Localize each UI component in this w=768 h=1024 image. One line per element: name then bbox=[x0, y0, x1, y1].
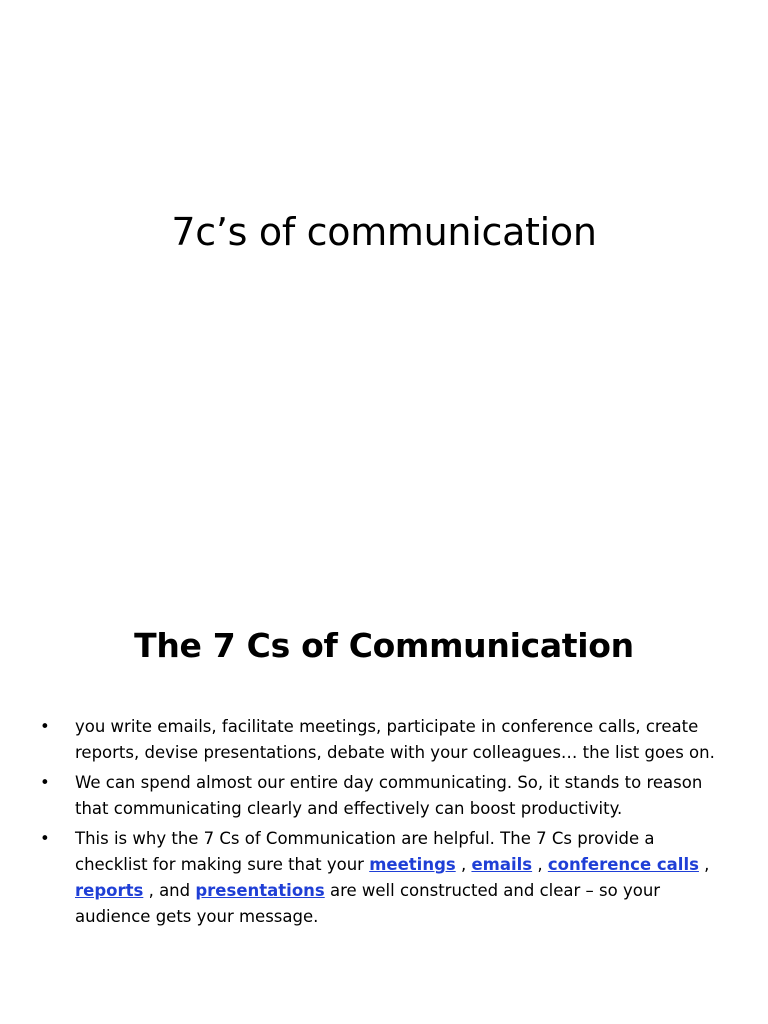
bullet-text: We can spend almost our entire day communicating. So, it stands to reason that communicating clearly and effectively can boost productivity. bbox=[75, 773, 703, 818]
bullet-text-part1: This is why the 7 Cs of Communication are helpful. The 7 Cs provide a checklist for making sure that your bbox=[75, 829, 655, 874]
bullet-text-part2: are well constructed and clear – so your audience gets your message. bbox=[75, 881, 661, 926]
slide-1-title: 7c’s of communication bbox=[171, 210, 597, 254]
slide-2-title: The 7 Cs of Communication bbox=[134, 626, 634, 665]
bullet-icon: • bbox=[40, 773, 50, 792]
link-presentations[interactable]: presentations bbox=[195, 881, 325, 900]
link-emails[interactable]: emails bbox=[471, 855, 533, 874]
bullet-icon: • bbox=[40, 829, 50, 848]
link-meetings[interactable]: meetings bbox=[369, 855, 456, 874]
separator: , and bbox=[143, 881, 196, 900]
link-reports[interactable]: reports bbox=[75, 881, 144, 900]
bullet-item-1 bbox=[40, 714, 730, 766]
bullet-list bbox=[40, 714, 730, 934]
bullet-item-2 bbox=[40, 770, 730, 822]
bullet-text: you write emails, facilitate meetings, participate in conference calls, create reports, devise presentations, debate with your colleagues… the list goes on. bbox=[75, 717, 715, 762]
slide-content bbox=[0, 576, 768, 1024]
bullet-icon: • bbox=[40, 717, 50, 736]
link-conference-calls[interactable]: conference calls bbox=[547, 855, 699, 874]
separator: , bbox=[455, 855, 472, 874]
separator: , bbox=[532, 855, 548, 874]
separator: , bbox=[698, 855, 710, 874]
bullet-item-3 bbox=[40, 826, 730, 930]
